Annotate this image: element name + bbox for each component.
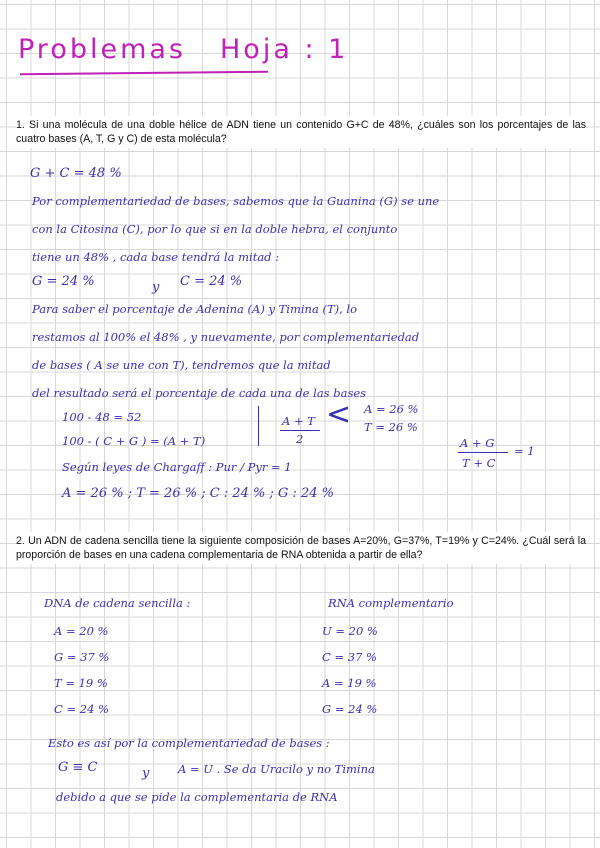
answer1-y-connector: y (152, 280, 160, 295)
rna-base-a: A = 19 % (322, 676, 377, 690)
answer1-chargaff-numerator: A + G (460, 436, 495, 450)
rna-base-g: G = 24 % (322, 702, 378, 716)
dna-base-t: T = 19 % (54, 676, 108, 690)
answer2-right-header: RNA complementario (328, 596, 454, 610)
answer1-chargaff-bar (458, 452, 508, 453)
answer1-line6: Para saber el porcentaje de Adenina (A) y Timina (T), lo (32, 302, 358, 316)
answer2-line1: Esto es así por la complementariedad de bases : (48, 736, 330, 750)
answer1-result-a: A = 26 % (364, 402, 419, 416)
answer1-line3: con la Citosina (C), por lo que si en la doble hebra, el conjunto (32, 222, 398, 236)
question-1: 1. Si una molécula de una doble hélice de ADN tiene un contenido G+C de 48%, ¿cuáles son los porcentajes de las cuatro bases (A, T, G y C) de esta molécula? (16, 116, 586, 148)
dna-base-c: C = 24 % (54, 702, 109, 716)
answer1-g-value: G = 24 % (32, 274, 95, 289)
answer2-pair-gc: G ≡ C (58, 760, 98, 775)
answer1-line1: G + C = 48 % (30, 166, 122, 181)
answer1-line4: tiene un 48% , cada base tendrá la mitad : (32, 250, 280, 264)
title-part-hoja: Hoja : 1 (220, 34, 349, 65)
answer1-calc1: 100 - 48 = 52 (62, 410, 142, 424)
title-part-problemas: Problemas (18, 34, 186, 65)
answer1-brace (258, 406, 259, 446)
dna-base-g: G = 37 % (54, 650, 110, 664)
rna-base-c: C = 37 % (322, 650, 377, 664)
title-underline (20, 71, 268, 76)
answer1-c-value: C = 24 % (180, 274, 243, 289)
answer1-fraction-bar (280, 430, 320, 431)
answer1-calc2: 100 - ( C + G ) = (A + T) (62, 434, 206, 448)
rna-base-u: U = 20 % (322, 624, 378, 638)
question-2: 2. Un ADN de cadena sencilla tiene la siguiente composición de bases A=20%, G=37%, T=19% y C=24%. ¿Cuál será la proporción de bases en una cadena complementaria de RNA obtenida a partir de ella? (16, 532, 586, 564)
answer1-line2: Por complementariedad de bases, sabemos que la Guanina (G) se une (32, 194, 440, 208)
answer1-final-result: A = 26 % ; T = 26 % ; C : 24 % ; G : 24 % (62, 486, 335, 501)
page-title (18, 34, 348, 65)
answer1-chargaff-law: Según leyes de Chargaff : Pur / Pyr = 1 (62, 460, 292, 474)
answer2-left-header: DNA de cadena sencilla : (44, 596, 191, 610)
answer1-fraction-denominator: 2 (296, 432, 304, 446)
answer1-line8: de bases ( A se une con T), tendremos que la mitad (32, 358, 331, 372)
answer2-line3: debido a que se pide la complementaria de RNA (56, 790, 338, 804)
answer1-less-than-sign: < (326, 397, 352, 432)
answer1-chargaff-equals: = 1 (514, 444, 535, 458)
answer1-line9: del resultado será el porcentaje de cada una de las bases (32, 386, 367, 400)
answer1-chargaff-denominator: T + C (462, 456, 496, 470)
answer1-fraction-numerator: A + T (282, 414, 315, 428)
answer1-result-t: T = 26 % (364, 420, 418, 434)
dna-base-a: A = 20 % (54, 624, 109, 638)
answer1-line7: restamos al 100% el 48% , y nuevamente, por complementariedad (32, 330, 420, 344)
answer2-pair-au: A = U . Se da Uracilo y no Timina (178, 762, 375, 776)
answer2-y-connector: y (142, 766, 150, 781)
